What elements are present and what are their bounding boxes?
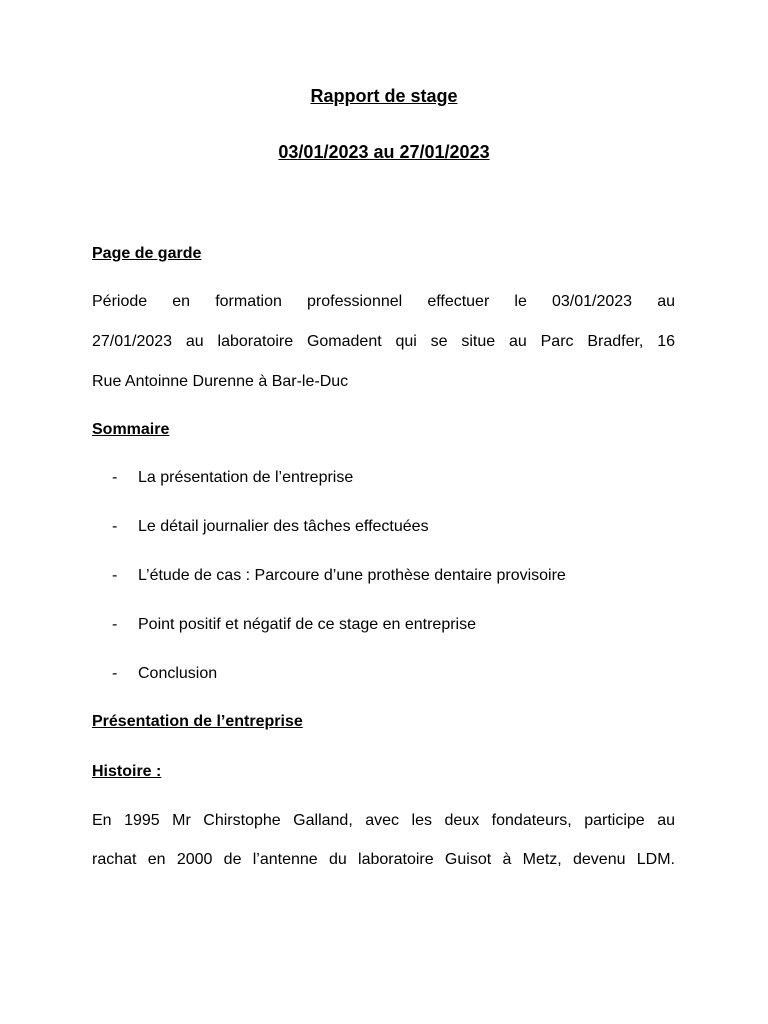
report-title: Rapport de stage [310, 86, 458, 106]
list-bullet: - [112, 616, 118, 633]
list-bullet: - [112, 518, 118, 535]
list-bullet: - [112, 665, 118, 682]
presentation-heading: Présentation de l’entreprise [92, 713, 303, 730]
page-de-garde-line: Période en formation professionnel effectuer le 03/01/2023 au [92, 293, 675, 310]
page-de-garde-heading: Page de garde [92, 245, 202, 262]
page-de-garde-line: Rue Antoinne Durenne à Bar-le-Duc [92, 373, 349, 390]
histoire-heading: Histoire : [92, 763, 162, 780]
list-item-text: Point positif et négatif de ce stage en entreprise [138, 616, 476, 633]
histoire-line: rachat en 2000 de l’antenne du laboratoire Guisot à Metz, devenu LDM. [92, 851, 675, 868]
list-item-text: La présentation de l’entreprise [138, 469, 354, 486]
list-item-text: Le détail journalier des tâches effectuées [138, 518, 429, 535]
sommaire-heading: Sommaire [92, 421, 170, 438]
histoire-line: En 1995 Mr Chirstophe Galland, avec les deux fondateurs, participe au [92, 812, 675, 829]
list-bullet: - [112, 567, 118, 584]
report-dates: 03/01/2023 au 27/01/2023 [278, 142, 490, 162]
list-item-text: Conclusion [138, 665, 218, 682]
list-item-text: L’étude de cas : Parcoure d’une prothèse dentaire provisoire [138, 567, 566, 584]
page-de-garde-line: 27/01/2023 au laboratoire Gomadent qui se situe au Parc Bradfer, 16 [92, 333, 675, 350]
list-bullet: - [112, 469, 118, 486]
